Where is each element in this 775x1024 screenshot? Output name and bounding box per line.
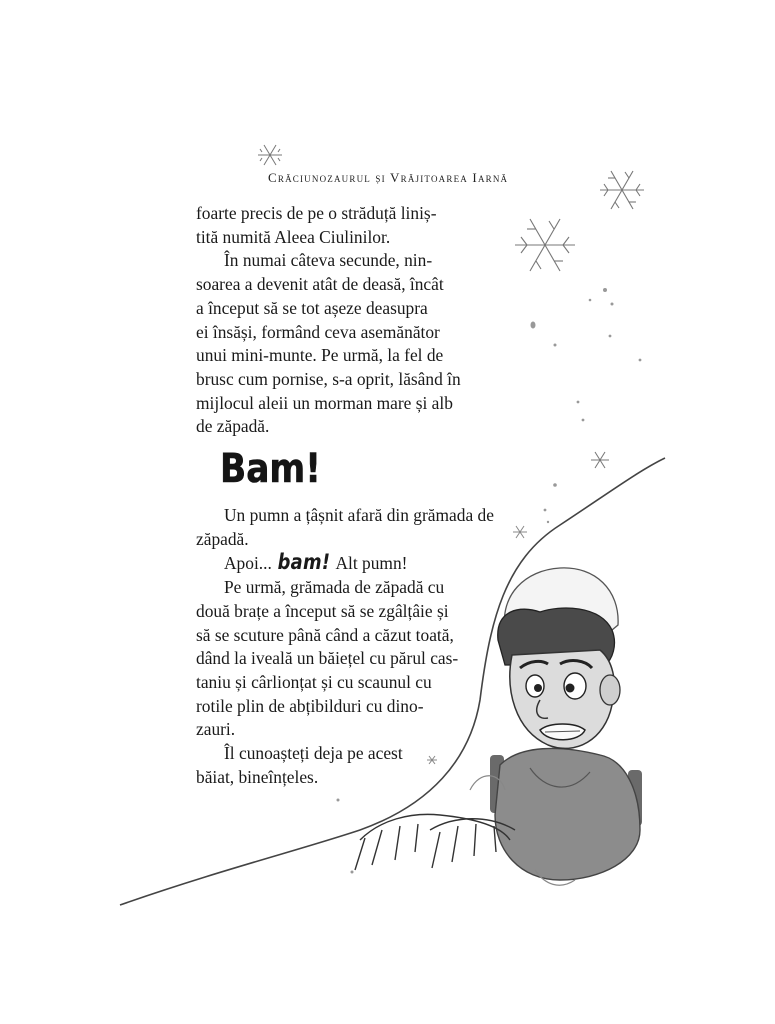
text-line: Un pumn a țâșnit afară din grămada de — [224, 505, 494, 525]
snowflake-icon — [591, 452, 609, 468]
text-line: ei însăși, formând ceva asemănător — [196, 321, 440, 342]
text-line: Îl cunoașteți deja pe acest — [224, 743, 403, 764]
text-line: taniu și cârlionțat și cu scaunul cu — [196, 671, 432, 692]
text-line: a început să se tot așeze deasupra — [196, 297, 428, 318]
text-line: să se scuture până când a căzut toată, — [196, 624, 454, 645]
text-line: tită numită Aleea Ciulinilor. — [196, 226, 391, 247]
text-line: dând la iveală un băiețel cu părul cas- — [196, 648, 459, 669]
text-line: În numai câteva secunde, nin- — [224, 250, 433, 271]
text-line: Pe urmă, grămada de zăpadă cu — [224, 577, 445, 598]
text-line: soarea a devenit atât de deasă, încât — [196, 274, 444, 295]
bam-heading: Bam! — [220, 446, 321, 492]
text-line: foarte precis de pe o străduță liniș- — [196, 203, 437, 223]
text-fragment: Apoi... — [224, 553, 277, 574]
snowflake-icon — [258, 145, 282, 165]
text-line: brusc cum pornise, s-a oprit, lăsând în — [196, 368, 461, 389]
text-line: băiat, bineînțeles. — [196, 766, 319, 787]
text-line: de zăpadă. — [196, 416, 270, 437]
text-line: rotile plin de abțibilduri cu dino- — [196, 695, 424, 716]
bam-inline-word: bam! — [277, 550, 331, 575]
running-header: Crăciunozaurul și Vrăjitoarea Iarnă — [268, 170, 509, 185]
text-line: zauri. — [196, 719, 236, 740]
text-line: unui mini-munte. Pe urmă, la fel de — [196, 345, 444, 366]
text-line-with-bam — [196, 551, 536, 576]
text-fragment: Alt pumn! — [332, 553, 408, 574]
paragraph-block-2 — [196, 504, 536, 789]
text-line: zăpadă. — [196, 528, 249, 549]
text-line: două brațe a început să se zgâlțâie și — [196, 600, 449, 621]
text-line: mijlocul aleii un morman mare și alb — [196, 392, 453, 413]
paragraph-block-1 — [196, 202, 536, 439]
snowflake-icon — [600, 171, 644, 209]
